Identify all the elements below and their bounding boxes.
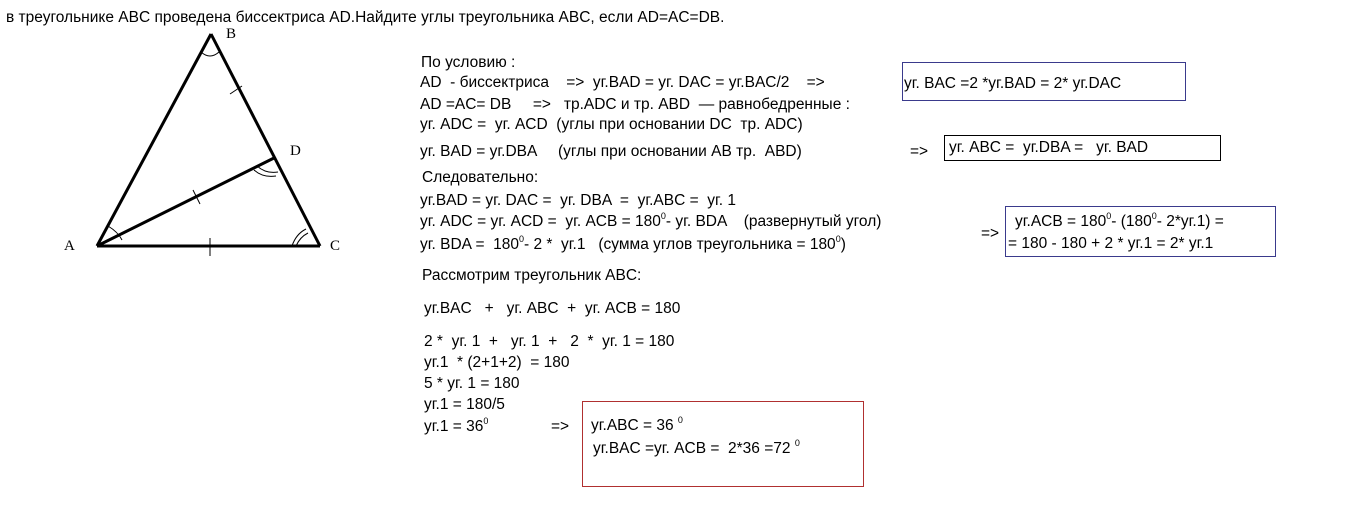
final-answer-box [582, 401, 864, 487]
solution-line-4: уг. ADC = уг. ACD (углы при основании DC тр. ADC) [420, 116, 803, 133]
side-bc [211, 34, 320, 246]
result-box-abc [944, 135, 1221, 161]
solution-line-1: По условию : [421, 54, 516, 71]
vertex-label-a: A [64, 238, 75, 254]
solution-line-13: уг.1 * (2+1+2) = 180 [424, 354, 570, 371]
solution-line-15: уг.1 = 180/5 [424, 396, 505, 413]
solution-line-7: уг.BAD = уг. DAC = уг. DBA = уг.ABC = уг. 1 [420, 192, 736, 209]
solution-line-11: уг.BAC + уг. ABC + уг. ACB = 180 [424, 300, 681, 317]
result-box-acb-line1: $уг.ACB = 180^0-$ ($180^0-$ 2*уг.1) = [1015, 211, 1224, 230]
angle-arc-d2 [257, 166, 278, 172]
solution-line-5: уг. BAD = уг.DBA (углы при основании AB тр. ABD) [420, 143, 802, 160]
solution-line-3: AD =AC= DB => тр.ADC и тр. ABD — равнобедренные : [420, 96, 850, 113]
result-box-acb-line2: = 180 - 180 + 2 * уг.1 = 2* уг.1 [1008, 235, 1214, 252]
problem-statement: в треугольнике ABC проведена биссектриса AD.Найдите углы треугольника ABC, если AD=AC=DB. [6, 9, 725, 26]
solution-line-2: AD - биссектриса => уг.BAD = уг. DAC = уг.BAC/2 => [420, 74, 825, 91]
arrow-16: => [551, 418, 570, 435]
result-box-acb [1005, 206, 1276, 257]
final-answer-line2: уг.BAC =уг. ACB = 2*36 =72 $^0$ [593, 438, 800, 457]
vertex-label-b: B [226, 26, 237, 42]
vertex-label-c: C [330, 238, 341, 254]
arrow-5: => [910, 143, 929, 160]
side-ab [97, 34, 211, 246]
solution-line-14: 5 * уг. 1 = 180 [424, 375, 520, 392]
vertex-label-d: D [290, 143, 301, 159]
angle-arc-b [201, 52, 219, 56]
result-box-bac [902, 62, 1186, 101]
solution-line-16: $уг.1 = 36^0$ [424, 416, 489, 435]
solution-line-10: Рассмотрим треугольник ABC: [422, 267, 642, 284]
solution-line-9: уг. BDA = $180^0-$ 2 * уг.1 (сумма углов треугольника = $180^0$) [420, 234, 846, 253]
solution-line-6: Следовательно: [422, 169, 539, 186]
result-box-bac-text: уг. BAC =2 *уг.BAD = 2* уг.DAC [904, 75, 1122, 92]
result-box-abc-text: уг. ABC = уг.DBA = уг. BAD [949, 139, 1149, 156]
bisector-ad [97, 158, 274, 246]
arrow-9: => [981, 225, 1000, 242]
final-answer-line1: уг.ABC = 36 $^0$ [591, 415, 683, 434]
solution-line-8: уг. ADC = уг. ACD = уг. ACB = $180^0-$ уг. BDA (развернутый угол) [420, 211, 882, 230]
solution-line-12: 2 * уг. 1 + уг. 1 + 2 * уг. 1 = 180 [424, 333, 675, 350]
angle-arc-c1 [292, 229, 306, 246]
